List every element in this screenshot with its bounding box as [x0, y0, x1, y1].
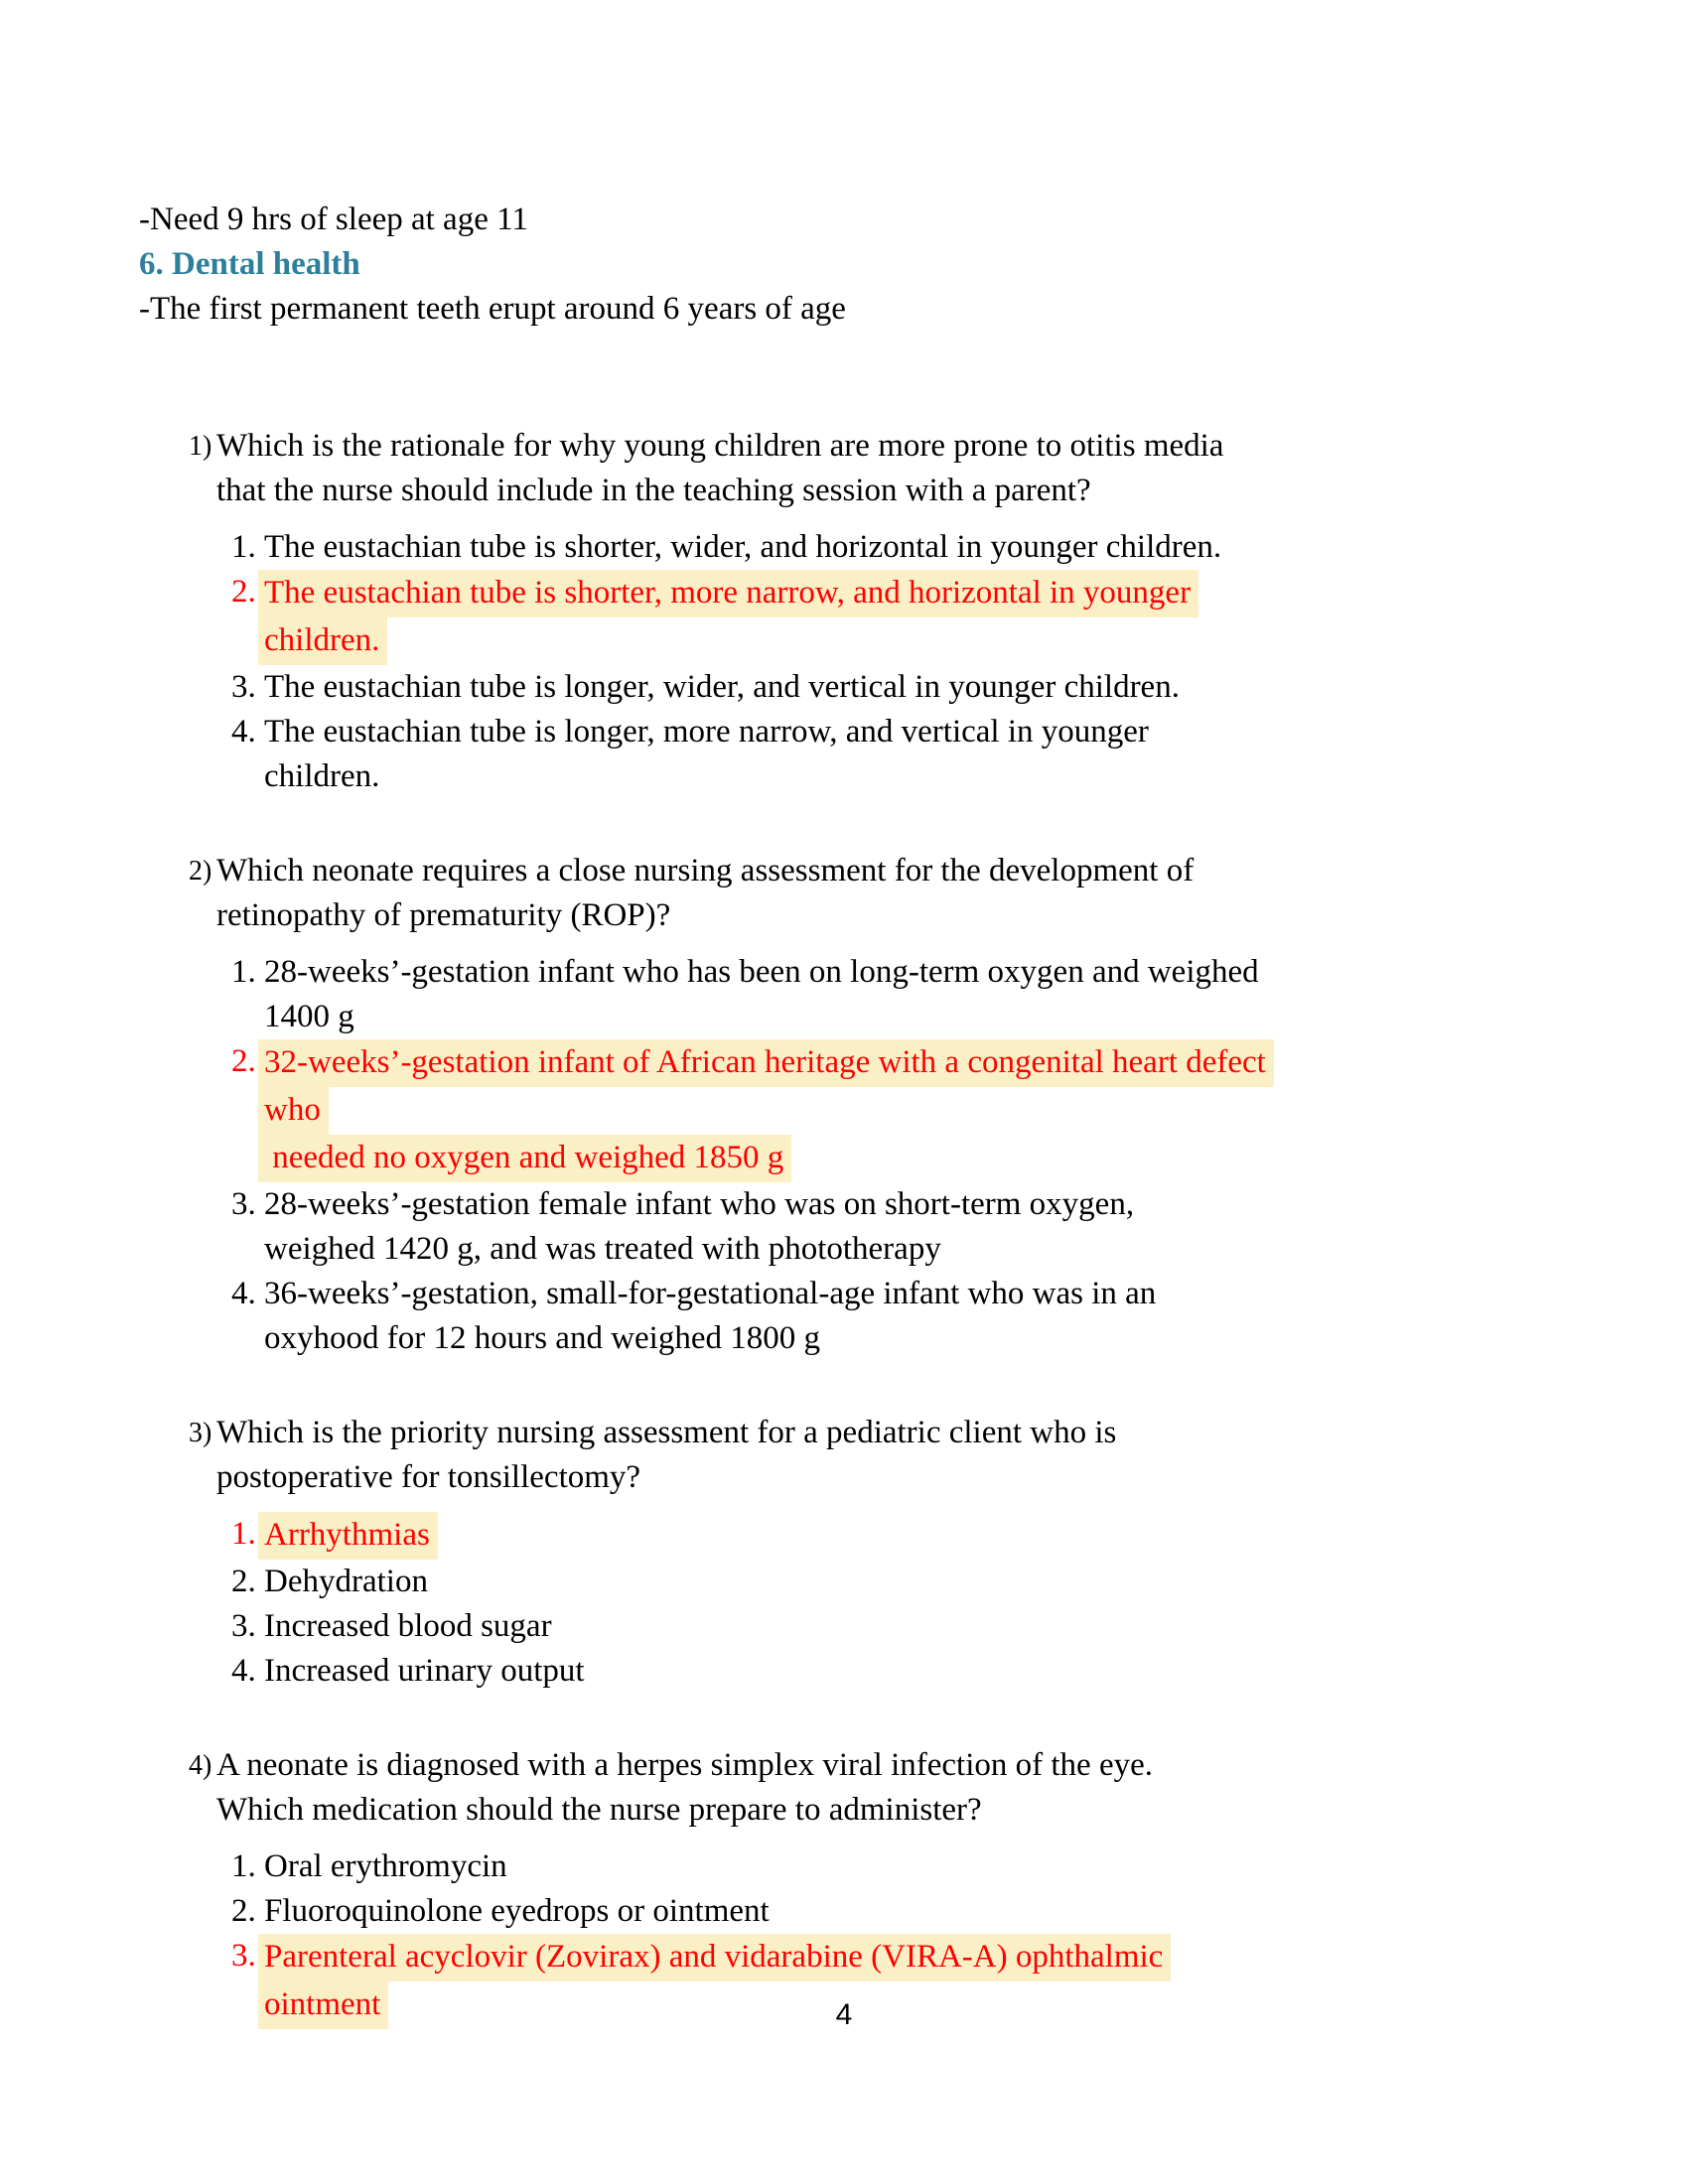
- option-number: 2.: [231, 1043, 256, 1079]
- question-4: [189, 1743, 1599, 2029]
- option-number: 4.: [231, 714, 256, 750]
- question-text: Which is the priority nursing assessment for a pediatric client who is postoperative for tonsillectomy?: [216, 1415, 1117, 1495]
- option-number: 1.: [231, 1516, 256, 1552]
- answer-option: 1. Oral erythromycin: [231, 1844, 1599, 1889]
- question-number: 3): [189, 1418, 212, 1448]
- section-heading: 6. Dental health: [139, 246, 360, 282]
- note-line: -Need 9 hrs of sleep at age 11: [139, 202, 528, 237]
- question-2: [189, 849, 1599, 1361]
- answer-options: [216, 950, 1599, 1361]
- answer-option: 1. 28-weeks’-gestation infant who has been on long-term oxygen and weighed 1400 g: [231, 950, 1599, 1039]
- answer-option: 3. Increased blood sugar: [231, 1604, 1599, 1649]
- option-number: 3.: [231, 1186, 256, 1222]
- question-text: Which is the rationale for why young children are more prone to otitis media that the nurse should include in the teaching session with a parent?: [216, 428, 1224, 508]
- note-line: -The first permanent teeth erupt around 6 years of age: [139, 291, 846, 327]
- correct-answer-option: [231, 1039, 1599, 1182]
- answer-option: 4. 36-weeks’-gestation, small-for-gestational-age infant who was in an oxyhood for 12 hours and weighed 1800 g: [231, 1272, 1599, 1361]
- answer-option: 3. 28-weeks’-gestation female infant who was on short-term oxygen, weighed 1420 g, and was treated with phototherapy: [231, 1182, 1599, 1272]
- option-number: 3.: [231, 1608, 256, 1644]
- question-number: 2): [189, 856, 212, 887]
- highlighted-text: The eustachian tube is shorter, more narrow, and horizontal in younger: [258, 570, 1198, 617]
- correct-answer-option: [231, 570, 1599, 665]
- option-number: 2.: [231, 1564, 256, 1599]
- notes-section: [139, 198, 1599, 332]
- highlighted-text: 32-weeks’-gestation infant of African heritage with a congenital heart defect: [258, 1039, 1274, 1087]
- questions-list: [139, 424, 1599, 2029]
- answer-option: 4. The eustachian tube is longer, more narrow, and vertical in younger children.: [231, 710, 1599, 799]
- question-text: A neonate is diagnosed with a herpes simplex viral infection of the eye. Which medication should the nurse prepare to administer?: [216, 1747, 1153, 1828]
- highlighted-text: ointment: [258, 1981, 388, 2029]
- option-number: 3.: [231, 669, 256, 705]
- answer-option: 4. Increased urinary output: [231, 1649, 1599, 1694]
- page-number: 4: [835, 1998, 853, 2031]
- answer-options: [216, 1512, 1599, 1694]
- question-1: [189, 424, 1599, 799]
- highlighted-text: Parenteral acyclovir (Zovirax) and vidarabine (VIRA-A) ophthalmic: [258, 1934, 1171, 1981]
- option-number: 4.: [231, 1276, 256, 1311]
- answer-options: [216, 525, 1599, 799]
- question-number: 4): [189, 1750, 212, 1781]
- answer-option: 2. Dehydration: [231, 1560, 1599, 1604]
- correct-answer-option: [231, 1512, 1599, 1560]
- option-number: 3.: [231, 1938, 256, 1974]
- question-3: [189, 1411, 1599, 1694]
- answer-option: 1. The eustachian tube is shorter, wider, and horizontal in younger children.: [231, 525, 1599, 570]
- question-text: Which neonate requires a close nursing assessment for the development of retinopathy of prematurity (ROP)?: [216, 853, 1195, 933]
- answer-option: 2. Fluoroquinolone eyedrops or ointment: [231, 1889, 1599, 1934]
- highlighted-text: needed no oxygen and weighed 1850 g: [258, 1135, 791, 1182]
- question-number: 1): [189, 431, 212, 462]
- option-number: 1.: [231, 954, 256, 990]
- option-number: 4.: [231, 1653, 256, 1689]
- option-number: 2.: [231, 574, 256, 610]
- highlighted-text: Arrhythmias: [258, 1512, 438, 1560]
- highlighted-text: children.: [258, 617, 387, 665]
- option-number: 1.: [231, 529, 256, 565]
- highlighted-text: who: [258, 1087, 329, 1135]
- option-number: 1.: [231, 1848, 256, 1884]
- option-number: 2.: [231, 1893, 256, 1929]
- answer-option: 3. The eustachian tube is longer, wider, and vertical in younger children.: [231, 665, 1599, 710]
